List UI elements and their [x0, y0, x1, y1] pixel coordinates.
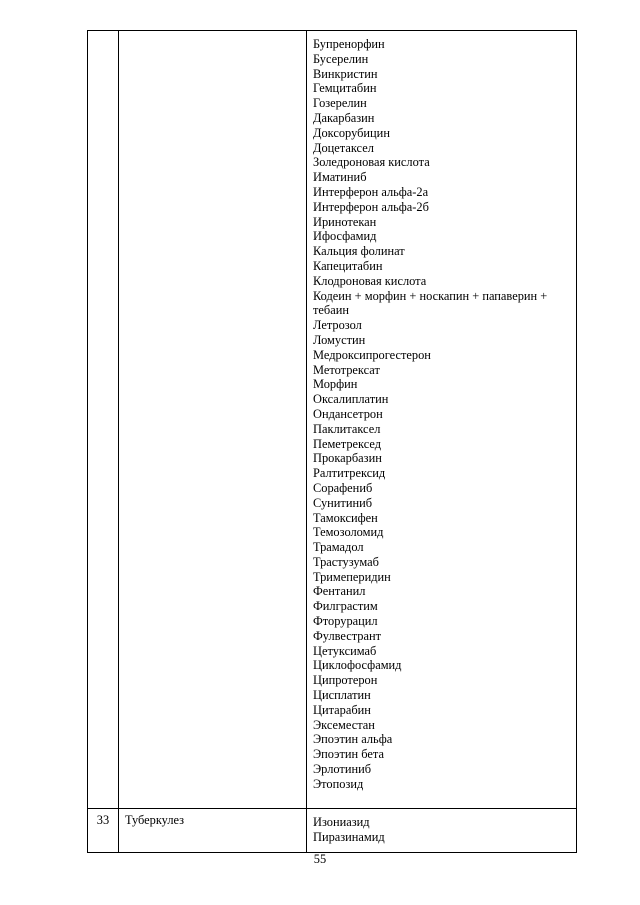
- drug-item: Летрозол: [313, 318, 362, 333]
- drug-item: Сорафениб: [313, 480, 373, 495]
- drug-item: Пеметрексед: [313, 436, 382, 451]
- disease-cell: Туберкулез: [119, 809, 307, 853]
- drug-item: Капецитабин: [313, 258, 383, 273]
- drug-item: Тамоксифен: [313, 510, 378, 525]
- drug-item: Этопозид: [313, 776, 364, 791]
- drug-item: Оксалиплатин: [313, 392, 389, 407]
- drug-list: [313, 815, 570, 845]
- table-row: [88, 809, 577, 853]
- drug-item: Филграстим: [313, 599, 378, 614]
- drug-item: Винкристин: [313, 66, 378, 81]
- drug-item: Цисплатин: [313, 688, 371, 703]
- drug-item: Ондансетрон: [313, 406, 383, 421]
- drug-item: Ифосфамид: [313, 229, 377, 244]
- drug-item: Иматиниб: [313, 170, 367, 185]
- drug-item: Эпоэтин альфа: [313, 732, 393, 747]
- drug-item: Трамадол: [313, 540, 364, 555]
- drug-item: Пиразинамид: [313, 829, 385, 844]
- drug-item: Ципротерон: [313, 673, 378, 688]
- drug-item: Темозоломид: [313, 525, 384, 540]
- drug-item: Фулвестрант: [313, 628, 382, 643]
- drug-item: Цетуксимаб: [313, 643, 377, 658]
- drug-item: Ломустин: [313, 332, 366, 347]
- drug-item: Цитарабин: [313, 702, 371, 717]
- drug-item: Ралтитрексид: [313, 466, 386, 481]
- drug-item: Метотрексат: [313, 362, 380, 377]
- drug-item: Фторурацил: [313, 614, 378, 629]
- drug-item: Кальция фолинат: [313, 244, 405, 259]
- drug-item: Интерферон альфа-2б: [313, 199, 429, 214]
- drug-item: Паклитаксел: [313, 421, 381, 436]
- drug-list-cell: [307, 809, 577, 853]
- drug-item: Морфин: [313, 377, 358, 392]
- drug-item: Фентанил: [313, 584, 366, 599]
- drug-item: Бусерелин: [313, 51, 369, 66]
- drug-item: Эпоэтин бета: [313, 747, 384, 762]
- drug-item: Циклофосфамид: [313, 658, 402, 673]
- drug-item: Золедроновая кислота: [313, 155, 430, 170]
- drug-item: Эксеместан: [313, 717, 375, 732]
- drug-item: Изониазид: [313, 815, 370, 829]
- drug-item: Кодеин + морфин + носкапин + папаверин + тебаин: [313, 288, 548, 318]
- page-number: 55: [313, 852, 327, 866]
- drug-item: Эрлотиниб: [313, 762, 372, 777]
- drug-list: [313, 37, 570, 792]
- drug-item: Доксорубицин: [313, 125, 390, 140]
- drug-item: Медроксипрогестерон: [313, 347, 431, 362]
- drug-item: Дакарбазин: [313, 110, 375, 125]
- drug-table: [87, 30, 577, 853]
- drug-item: Трастузумаб: [313, 554, 379, 569]
- row-number-cell: [88, 31, 119, 809]
- drug-item: Интерферон альфа-2а: [313, 184, 429, 199]
- drug-item: Сунитиниб: [313, 495, 373, 510]
- drug-item: Гозерелин: [313, 96, 367, 111]
- table-row: [88, 31, 577, 809]
- drug-item: Прокарбазин: [313, 451, 382, 466]
- drug-list-cell: [307, 31, 577, 809]
- row-number-cell: 33: [88, 809, 119, 853]
- drug-item: Клодроновая кислота: [313, 273, 427, 288]
- drug-item: Гемцитабин: [313, 81, 377, 96]
- drug-item: Тримеперидин: [313, 569, 391, 584]
- drug-item: Бупренорфин: [313, 37, 385, 51]
- disease-cell: [119, 31, 307, 809]
- drug-item: Доцетаксел: [313, 140, 374, 155]
- drug-item: Иринотекан: [313, 214, 377, 229]
